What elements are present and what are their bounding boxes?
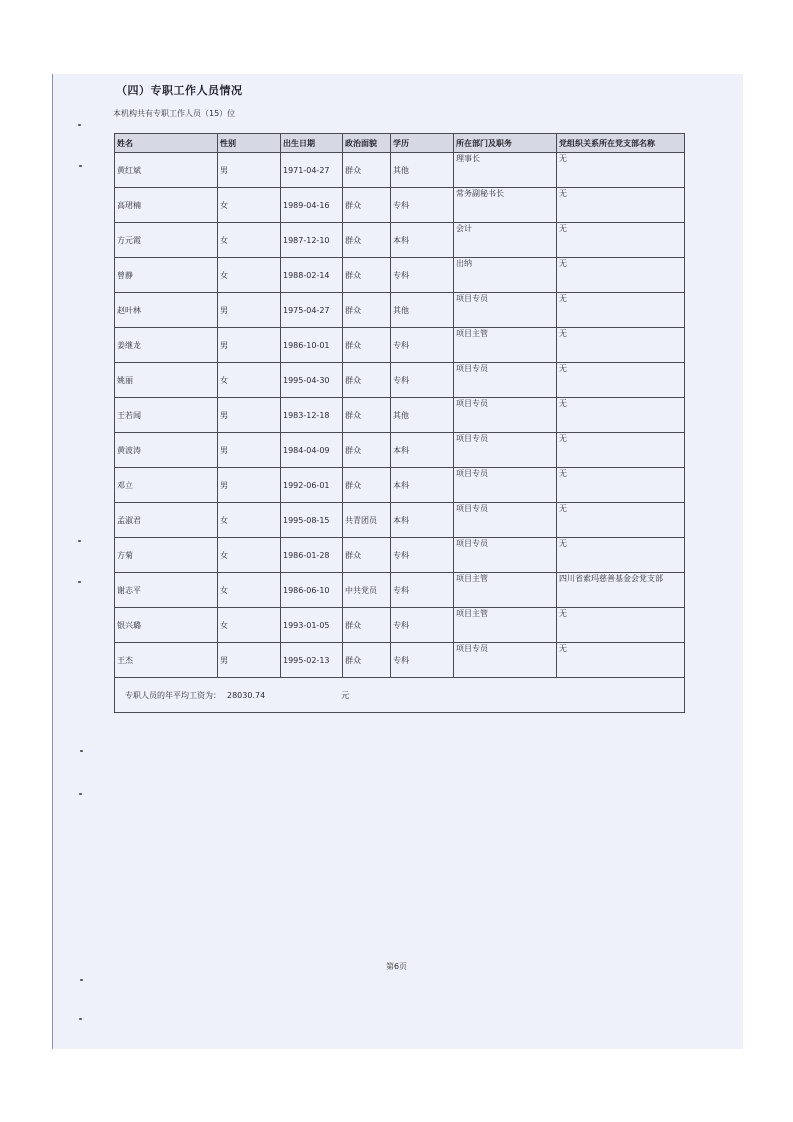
- birthdate-cell: 1995-08-15: [281, 503, 343, 538]
- column-header: 学历: [391, 134, 454, 153]
- education-cell: 专科: [391, 643, 454, 678]
- birthdate-cell: 1987-12-10: [281, 223, 343, 258]
- education-cell: 专科: [391, 573, 454, 608]
- scan-speck: [78, 124, 81, 126]
- birthdate-cell: 1995-04-30: [281, 363, 343, 398]
- gender-cell: 男: [218, 328, 281, 363]
- position-cell: 常务副秘书长: [454, 188, 557, 223]
- position-cell: 会计: [454, 223, 557, 258]
- party-branch-cell: 无: [557, 643, 685, 678]
- party-branch-cell: 无: [557, 538, 685, 573]
- name-cell: 姜继龙: [115, 328, 218, 363]
- name-cell: 王杰: [115, 643, 218, 678]
- table-row: [115, 363, 685, 398]
- name-cell: 王若闻: [115, 398, 218, 433]
- party-branch-cell: 无: [557, 398, 685, 433]
- political-status-cell: 群众: [343, 643, 391, 678]
- scan-speck: [79, 793, 82, 795]
- gender-cell: 男: [218, 153, 281, 188]
- column-header: 政治面貌: [343, 134, 391, 153]
- staff-count-text: 本机构共有专职工作人员（15）位: [113, 109, 236, 118]
- education-cell: 本科: [391, 433, 454, 468]
- column-header: 性别: [218, 134, 281, 153]
- birthdate-cell: 1989-04-16: [281, 188, 343, 223]
- name-cell: 高珺楠: [115, 188, 218, 223]
- education-cell: 其他: [391, 293, 454, 328]
- gender-cell: 女: [218, 188, 281, 223]
- political-status-cell: 群众: [343, 433, 391, 468]
- salary-cell: [115, 678, 685, 713]
- birthdate-cell: 1988-02-14: [281, 258, 343, 293]
- name-cell: 孟淑君: [115, 503, 218, 538]
- gender-cell: 女: [218, 223, 281, 258]
- column-header: 姓名: [115, 134, 218, 153]
- position-cell: 项目专员: [454, 363, 557, 398]
- scan-speck: [78, 540, 81, 542]
- table-row: [115, 608, 685, 643]
- political-status-cell: 群众: [343, 328, 391, 363]
- name-cell: 方元霞: [115, 223, 218, 258]
- birthdate-cell: 1971-04-27: [281, 153, 343, 188]
- table-row: [115, 398, 685, 433]
- salary-unit: 元: [341, 690, 350, 700]
- birthdate-cell: 1975-04-27: [281, 293, 343, 328]
- gender-cell: 女: [218, 363, 281, 398]
- education-cell: 专科: [391, 363, 454, 398]
- political-status-cell: 群众: [343, 398, 391, 433]
- gender-cell: 男: [218, 468, 281, 503]
- political-status-cell: 群众: [343, 258, 391, 293]
- position-cell: 项目专员: [454, 468, 557, 503]
- column-header: 出生日期: [281, 134, 343, 153]
- birthdate-cell: 1983-12-18: [281, 398, 343, 433]
- position-cell: 项目主管: [454, 608, 557, 643]
- birthdate-cell: 1993-01-05: [281, 608, 343, 643]
- name-cell: 银兴璐: [115, 608, 218, 643]
- table-row: [115, 643, 685, 678]
- position-cell: 项目专员: [454, 503, 557, 538]
- gender-cell: 女: [218, 258, 281, 293]
- scan-speck: [79, 1018, 82, 1020]
- party-branch-cell: 无: [557, 328, 685, 363]
- table-row: [115, 328, 685, 363]
- political-status-cell: 群众: [343, 468, 391, 503]
- table-row: [115, 223, 685, 258]
- party-branch-cell: 无: [557, 258, 685, 293]
- political-status-cell: 群众: [343, 363, 391, 398]
- name-cell: 黄红斌: [115, 153, 218, 188]
- position-cell: 项目主管: [454, 328, 557, 363]
- political-status-cell: 群众: [343, 153, 391, 188]
- page-number: 第6页: [385, 962, 408, 971]
- birthdate-cell: 1992-06-01: [281, 468, 343, 503]
- birthdate-cell: 1995-02-13: [281, 643, 343, 678]
- table-row: [115, 293, 685, 328]
- name-cell: 黄波涛: [115, 433, 218, 468]
- gender-cell: 女: [218, 573, 281, 608]
- table-row: [115, 258, 685, 293]
- scan-speck: [80, 750, 83, 752]
- birthdate-cell: 1986-10-01: [281, 328, 343, 363]
- table-row: [115, 188, 685, 223]
- name-cell: 姚丽: [115, 363, 218, 398]
- column-header: 党组织关系所在党支部名称: [557, 134, 685, 153]
- party-branch-cell: 无: [557, 293, 685, 328]
- political-status-cell: 群众: [343, 188, 391, 223]
- scan-speck: [80, 979, 83, 981]
- salary-value: 28030.74: [227, 690, 266, 700]
- education-cell: 专科: [391, 328, 454, 363]
- gender-cell: 男: [218, 398, 281, 433]
- name-cell: 方菊: [115, 538, 218, 573]
- table-row: [115, 503, 685, 538]
- education-cell: 本科: [391, 503, 454, 538]
- political-status-cell: 中共党员: [343, 573, 391, 608]
- gender-cell: 男: [218, 433, 281, 468]
- education-cell: 本科: [391, 468, 454, 503]
- education-cell: 专科: [391, 538, 454, 573]
- name-cell: 邓立: [115, 468, 218, 503]
- birthdate-cell: 1986-06-10: [281, 573, 343, 608]
- table-row: [115, 573, 685, 608]
- table-row: [115, 468, 685, 503]
- scan-speck: [78, 581, 81, 583]
- political-status-cell: 群众: [343, 293, 391, 328]
- position-cell: 项目专员: [454, 398, 557, 433]
- table-row: [115, 538, 685, 573]
- party-branch-cell: 无: [557, 153, 685, 188]
- political-status-cell: 群众: [343, 608, 391, 643]
- party-branch-cell: 四川省索玛慈善基金会党支部: [557, 573, 685, 608]
- party-branch-cell: 无: [557, 503, 685, 538]
- birthdate-cell: 1986-01-28: [281, 538, 343, 573]
- name-cell: 曾静: [115, 258, 218, 293]
- name-cell: 谢志平: [115, 573, 218, 608]
- gender-cell: 女: [218, 538, 281, 573]
- gender-cell: 女: [218, 608, 281, 643]
- position-cell: 项目专员: [454, 538, 557, 573]
- position-cell: 项目专员: [454, 433, 557, 468]
- position-cell: 理事长: [454, 153, 557, 188]
- name-cell: 赵叶林: [115, 293, 218, 328]
- gender-cell: 男: [218, 293, 281, 328]
- section-title: （四）专职工作人员情况: [116, 84, 243, 97]
- education-cell: 其他: [391, 153, 454, 188]
- column-header: 所在部门及职务: [454, 134, 557, 153]
- position-cell: 项目专员: [454, 293, 557, 328]
- party-branch-cell: 无: [557, 363, 685, 398]
- party-branch-cell: 无: [557, 433, 685, 468]
- gender-cell: 女: [218, 503, 281, 538]
- birthdate-cell: 1984-04-09: [281, 433, 343, 468]
- education-cell: 其他: [391, 398, 454, 433]
- education-cell: 专科: [391, 608, 454, 643]
- table-header-row: [115, 134, 685, 153]
- staff-table: [114, 133, 685, 713]
- political-status-cell: 群众: [343, 223, 391, 258]
- political-status-cell: 共青团员: [343, 503, 391, 538]
- education-cell: 本科: [391, 223, 454, 258]
- education-cell: 专科: [391, 188, 454, 223]
- party-branch-cell: 无: [557, 608, 685, 643]
- political-status-cell: 群众: [343, 538, 391, 573]
- salary-row: [115, 678, 685, 713]
- scan-speck: [79, 165, 82, 167]
- gender-cell: 男: [218, 643, 281, 678]
- party-branch-cell: 无: [557, 468, 685, 503]
- position-cell: 出纳: [454, 258, 557, 293]
- table-row: [115, 433, 685, 468]
- education-cell: 专科: [391, 258, 454, 293]
- position-cell: 项目主管: [454, 573, 557, 608]
- party-branch-cell: 无: [557, 223, 685, 258]
- party-branch-cell: 无: [557, 188, 685, 223]
- table-row: [115, 153, 685, 188]
- salary-label: 专职人员的年平均工资为：: [125, 690, 221, 700]
- position-cell: 项目专员: [454, 643, 557, 678]
